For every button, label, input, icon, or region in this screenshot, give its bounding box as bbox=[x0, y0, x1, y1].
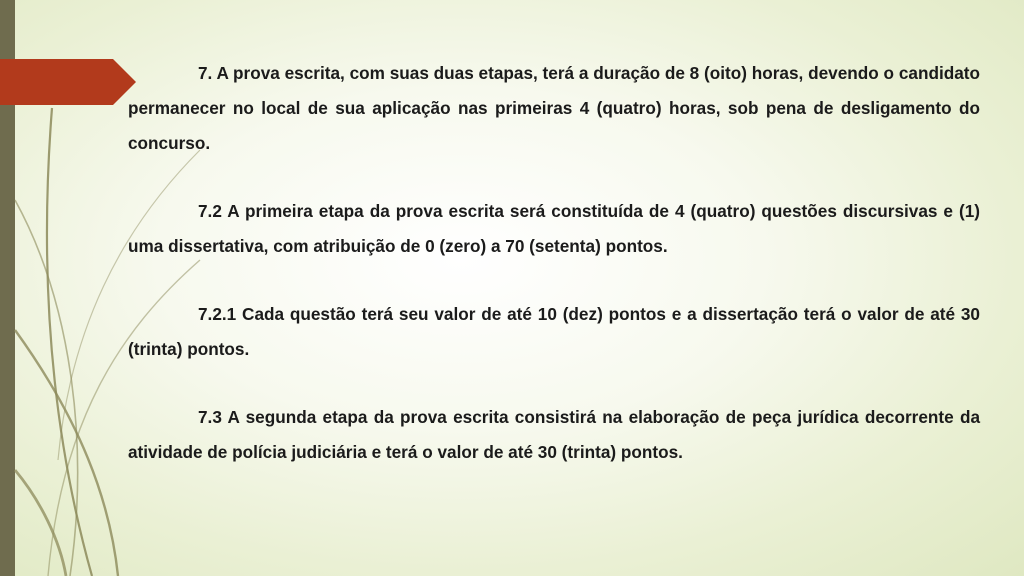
slide-content bbox=[128, 56, 980, 503]
paragraph-7-3: 7.3 A segunda etapa da prova escrita consistirá na elaboração de peça jurídica decorrente da atividade de polícia judiciária e terá o valor de até 30 (trinta) pontos. bbox=[128, 407, 980, 462]
paragraph-7-2: 7.2 A primeira etapa da prova escrita será constituída de 4 (quatro) questões discursivas e (1) uma dissertativa, com atribuição de 0 (zero) a 70 (setenta) pontos. bbox=[128, 201, 980, 256]
paragraph-7: 7. A prova escrita, com suas duas etapas, terá a duração de 8 (oito) horas, devendo o candidato permanecer no local de sua aplicação nas primeiras 4 (quatro) horas, sob pena de desligamento do concurso. bbox=[128, 63, 980, 153]
red-arrow-marker bbox=[0, 59, 136, 105]
paragraph-7-2-1: 7.2.1 Cada questão terá seu valor de até 10 (dez) pontos e a dissertação terá o valor de até 30 (trinta) pontos. bbox=[128, 304, 980, 359]
